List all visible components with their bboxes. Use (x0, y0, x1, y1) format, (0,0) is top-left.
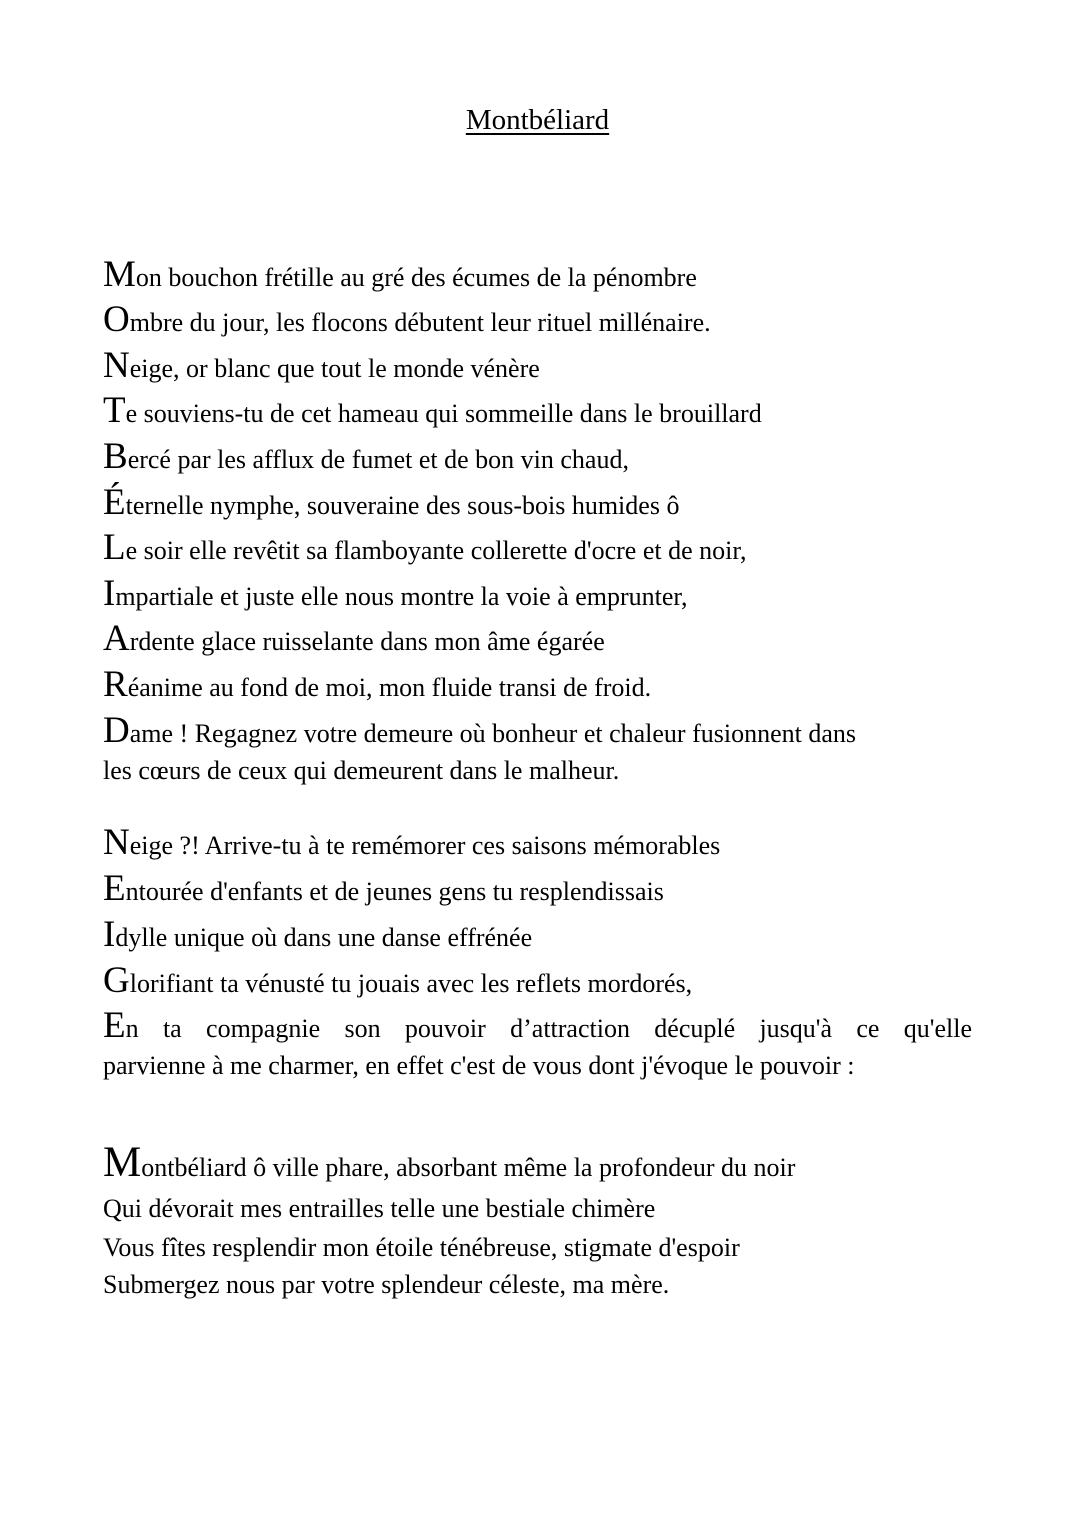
poem-line (103, 1139, 796, 1186)
poem-title: Montbéliard (465, 104, 610, 136)
poem-line (103, 914, 533, 955)
acrostic-initial: E (103, 868, 126, 909)
line-text: ternelle nymphe, souveraine des sous-bois humides ô (125, 491, 680, 520)
line-text: ntourée d'enfants et de jeunes gens tu resplendissais (125, 877, 664, 906)
poem-line (103, 618, 605, 659)
poem-line (103, 345, 540, 386)
poem-line (103, 664, 652, 705)
poem-line (103, 390, 762, 431)
poem-line: Qui dévorait mes entrailles telle une bestiale chimère (103, 1194, 656, 1223)
acrostic-initial: D (103, 710, 130, 751)
poem-line (103, 1005, 972, 1046)
line-text: e souviens-tu de cet hameau qui sommeille dans le brouillard (125, 399, 762, 428)
line-text: éanime au fond de moi, mon fluide transi de froid. (127, 673, 652, 702)
line-text: ercé par les afflux de fumet et de bon vin chaud, (127, 445, 629, 474)
poem-line: Vous fîtes resplendir mon étoile ténébreuse, stigmate d'espoir (103, 1233, 740, 1262)
acrostic-initial: M (103, 1139, 142, 1186)
acrostic-initial: T (103, 390, 126, 431)
acrostic-initial: G (103, 960, 130, 1001)
poem-line (103, 710, 857, 751)
acrostic-initial: E (103, 1005, 126, 1046)
acrostic-initial: R (103, 664, 128, 705)
acrostic-initial: M (103, 254, 136, 295)
poem-line (103, 254, 697, 295)
acrostic-initial: N (103, 822, 130, 863)
line-text: dylle unique où dans une danse effrénée (115, 923, 533, 952)
acrostic-initial: L (103, 527, 126, 568)
line-text: eige ?! Arrive-tu à te remémorer ces saisons mémorables (129, 831, 721, 860)
poem-line (103, 573, 688, 614)
poem-line-continuation: les cœurs de ceux qui demeurent dans le malheur. (103, 756, 620, 785)
acrostic-initial: B (103, 436, 128, 477)
line-text: rdente glace ruisselante dans mon âme égarée (129, 627, 605, 656)
poem-line (103, 527, 747, 568)
acrostic-initial: I (103, 914, 116, 955)
justified-line (103, 1005, 972, 1046)
line-text: on bouchon frétille au gré des écumes de la pénombre (135, 263, 697, 292)
poem-line (103, 822, 721, 863)
line-text: eige, or blanc que tout le monde vénère (129, 354, 540, 383)
line-text: n ta compagnie son pouvoir d’attraction décuplé jusqu'à ce qu'elle (125, 1014, 972, 1043)
line-text: ame ! Regagnez votre demeure où bonheur et chaleur fusionnent dans (129, 719, 857, 748)
poem-line (103, 960, 693, 1001)
line-text: e soir elle revêtit sa flamboyante collerette d'ocre et de noir, (125, 536, 747, 565)
acrostic-initial: O (103, 299, 130, 340)
poem-line (103, 868, 664, 909)
acrostic-initial: A (103, 618, 130, 659)
acrostic-initial: É (103, 482, 126, 523)
line-text: mbre du jour, les flocons débutent leur rituel millénaire. (129, 308, 711, 337)
poem-line-continuation: parvienne à me charmer, en effet c'est de vous dont j'évoque le pouvoir : (103, 1051, 855, 1080)
line-text: ontbéliard ô ville phare, absorbant même la profondeur du noir (141, 1153, 796, 1182)
poem-line (103, 299, 711, 340)
poem-line (103, 436, 629, 477)
acrostic-initial: N (103, 345, 130, 386)
line-text: lorifiant ta vénusté tu jouais avec les reflets mordorés, (129, 969, 693, 998)
line-text: mpartiale et juste elle nous montre la voie à emprunter, (115, 582, 688, 611)
acrostic-initial: I (103, 573, 116, 614)
poem-line (103, 482, 680, 523)
poem-line: Submergez nous par votre splendeur céleste, ma mère. (103, 1270, 670, 1299)
